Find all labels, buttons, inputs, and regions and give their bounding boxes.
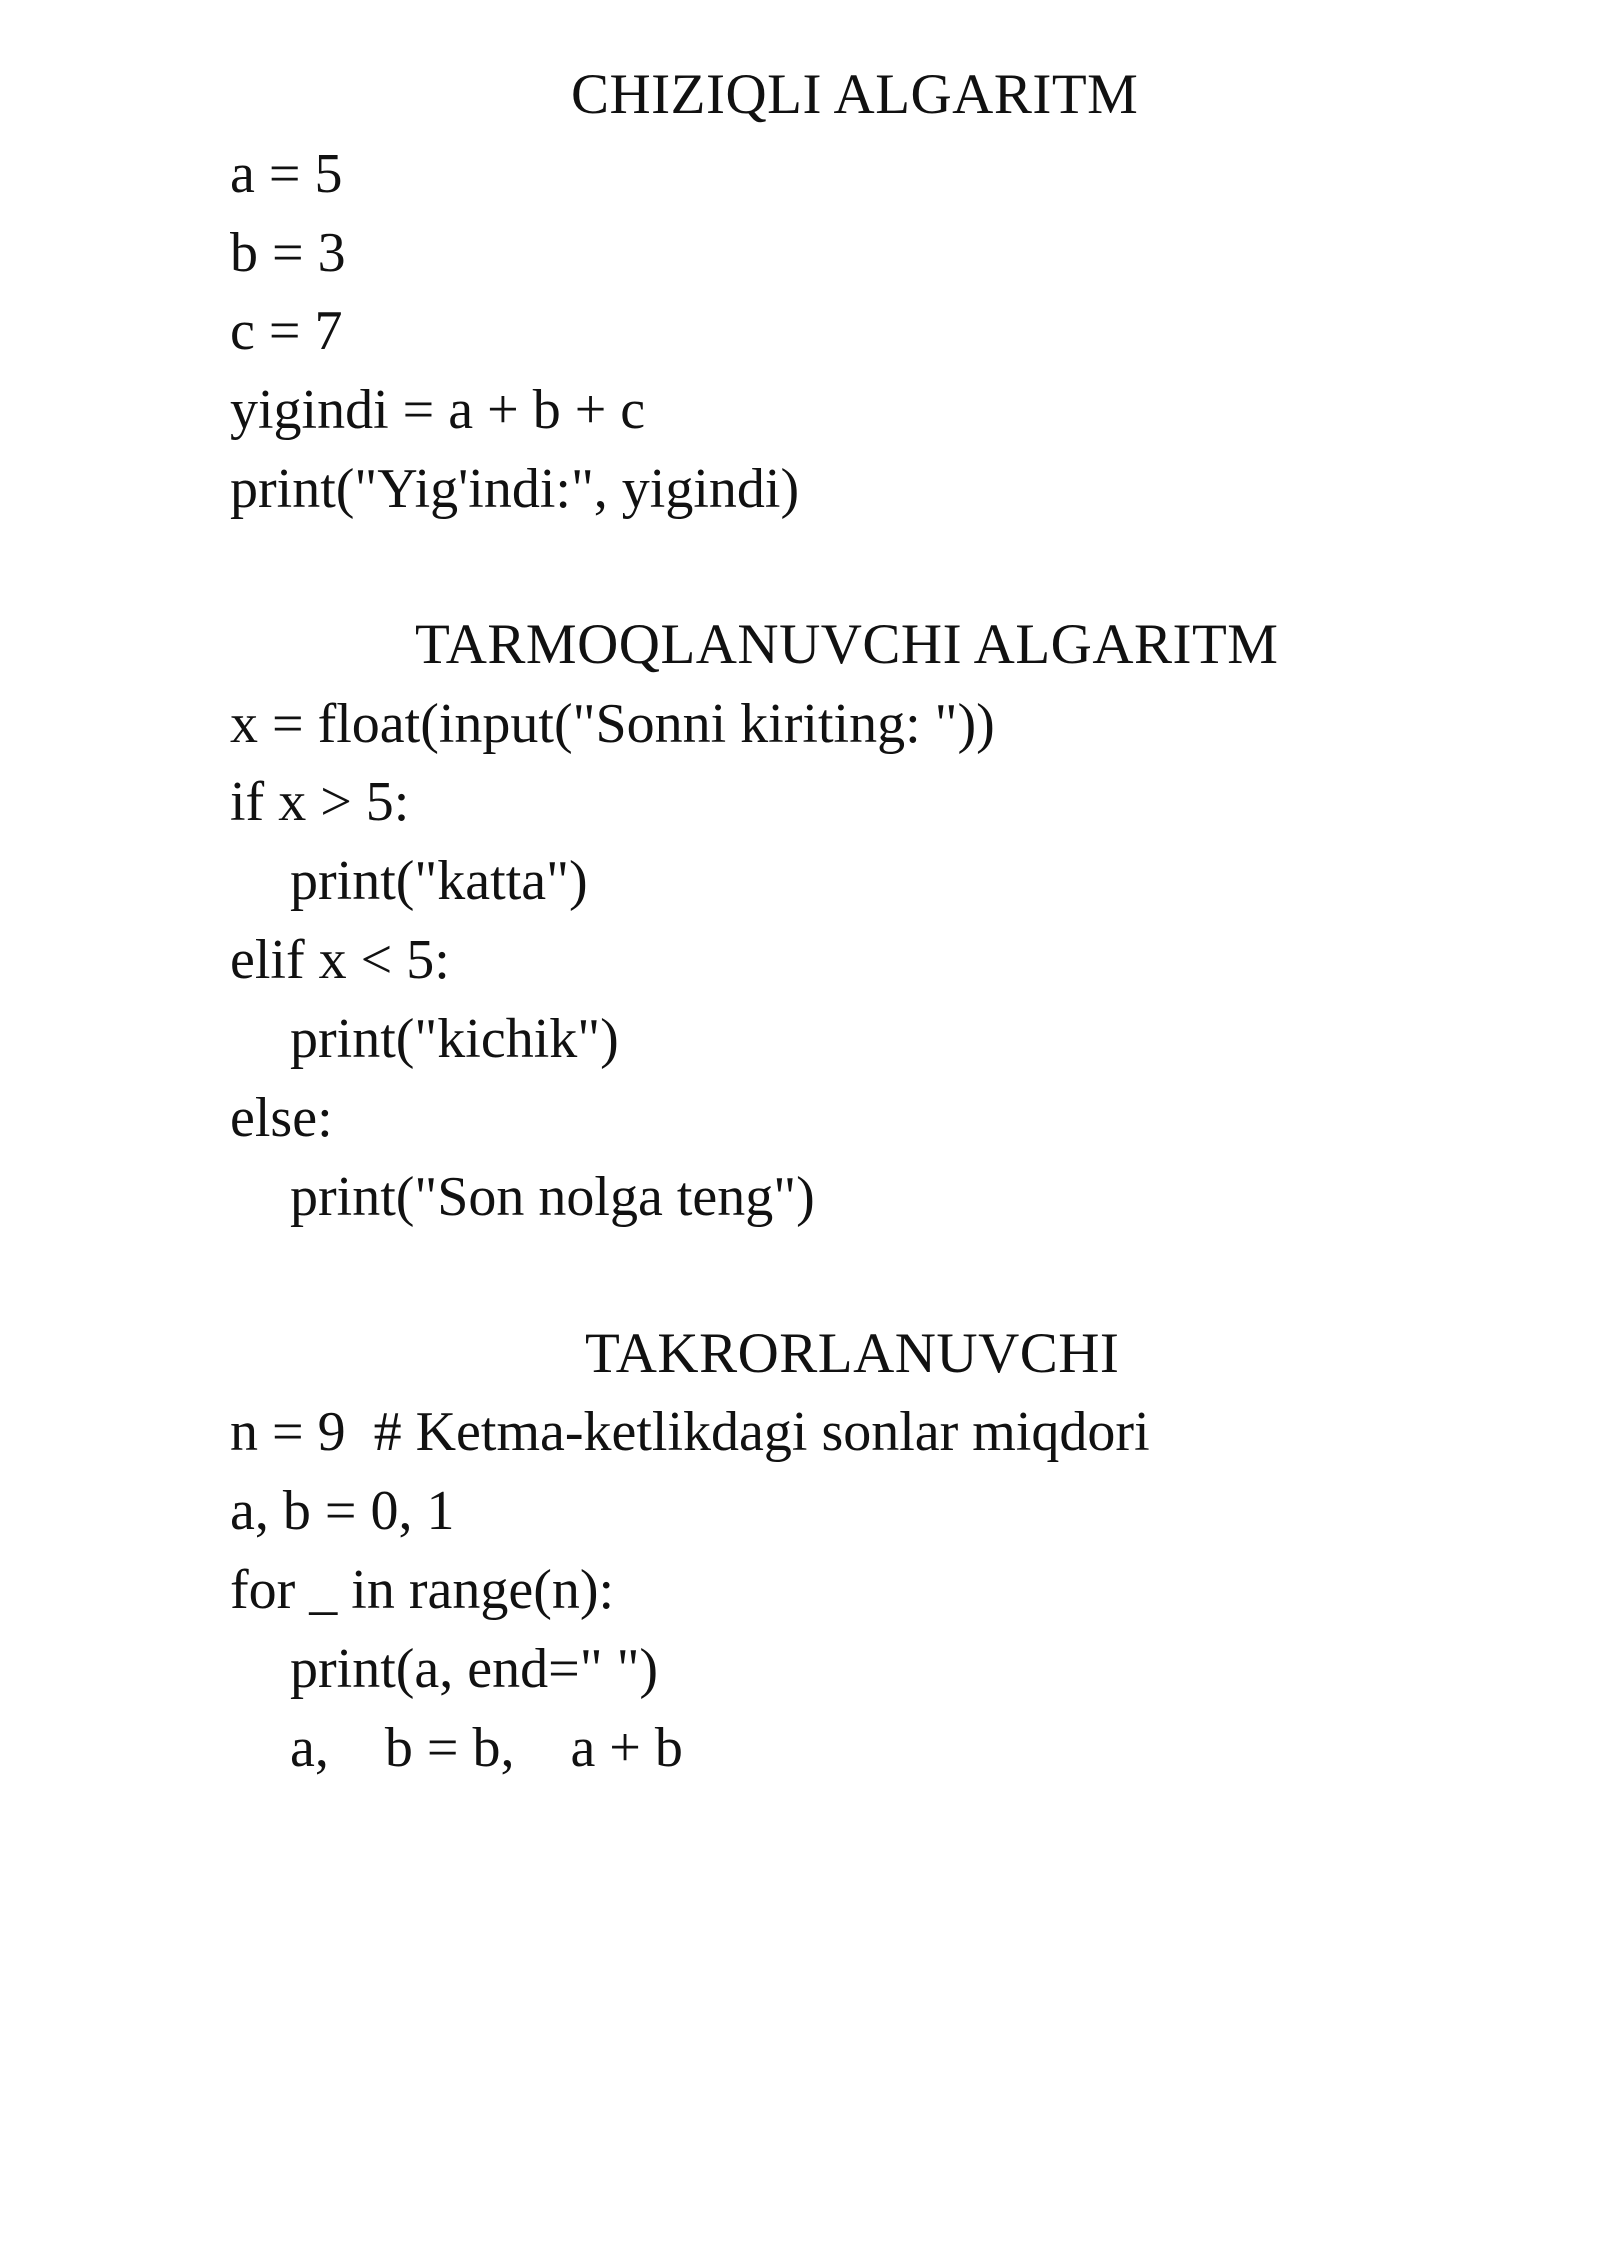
code-line: b = 3 — [230, 222, 346, 284]
section-heading-linear: CHIZIQLI ALGARITM — [571, 63, 1139, 126]
code-line: a, b = 0, 1 — [230, 1480, 455, 1542]
code-line: print("Son nolga teng") — [290, 1166, 815, 1228]
code-line: print("Yig'indi:", yigindi) — [230, 458, 800, 520]
code-line: a, b = b, a + b — [290, 1717, 683, 1779]
code-line: print("katta") — [290, 850, 588, 912]
section-heading-loop: TAKRORLANUVCHI — [585, 1322, 1120, 1385]
code-line: elif x < 5: — [230, 929, 450, 991]
code-line: if x > 5: — [230, 771, 410, 833]
section-heading-branching: TARMOQLANUVCHI ALGARITM — [415, 613, 1279, 676]
code-line: x = float(input("Sonni kiriting: ")) — [230, 693, 995, 755]
code-line: print(a, end=" ") — [290, 1638, 659, 1700]
code-line: yigindi = a + b + c — [230, 379, 646, 441]
code-line: c = 7 — [230, 300, 343, 362]
code-line: n = 9 # Ketma-ketlikdagi sonlar miqdori — [230, 1401, 1150, 1463]
code-line: a = 5 — [230, 143, 343, 205]
code-line: print("kichik") — [290, 1008, 619, 1070]
code-line: for _ in range(n): — [230, 1559, 615, 1621]
code-line: else: — [230, 1087, 333, 1149]
